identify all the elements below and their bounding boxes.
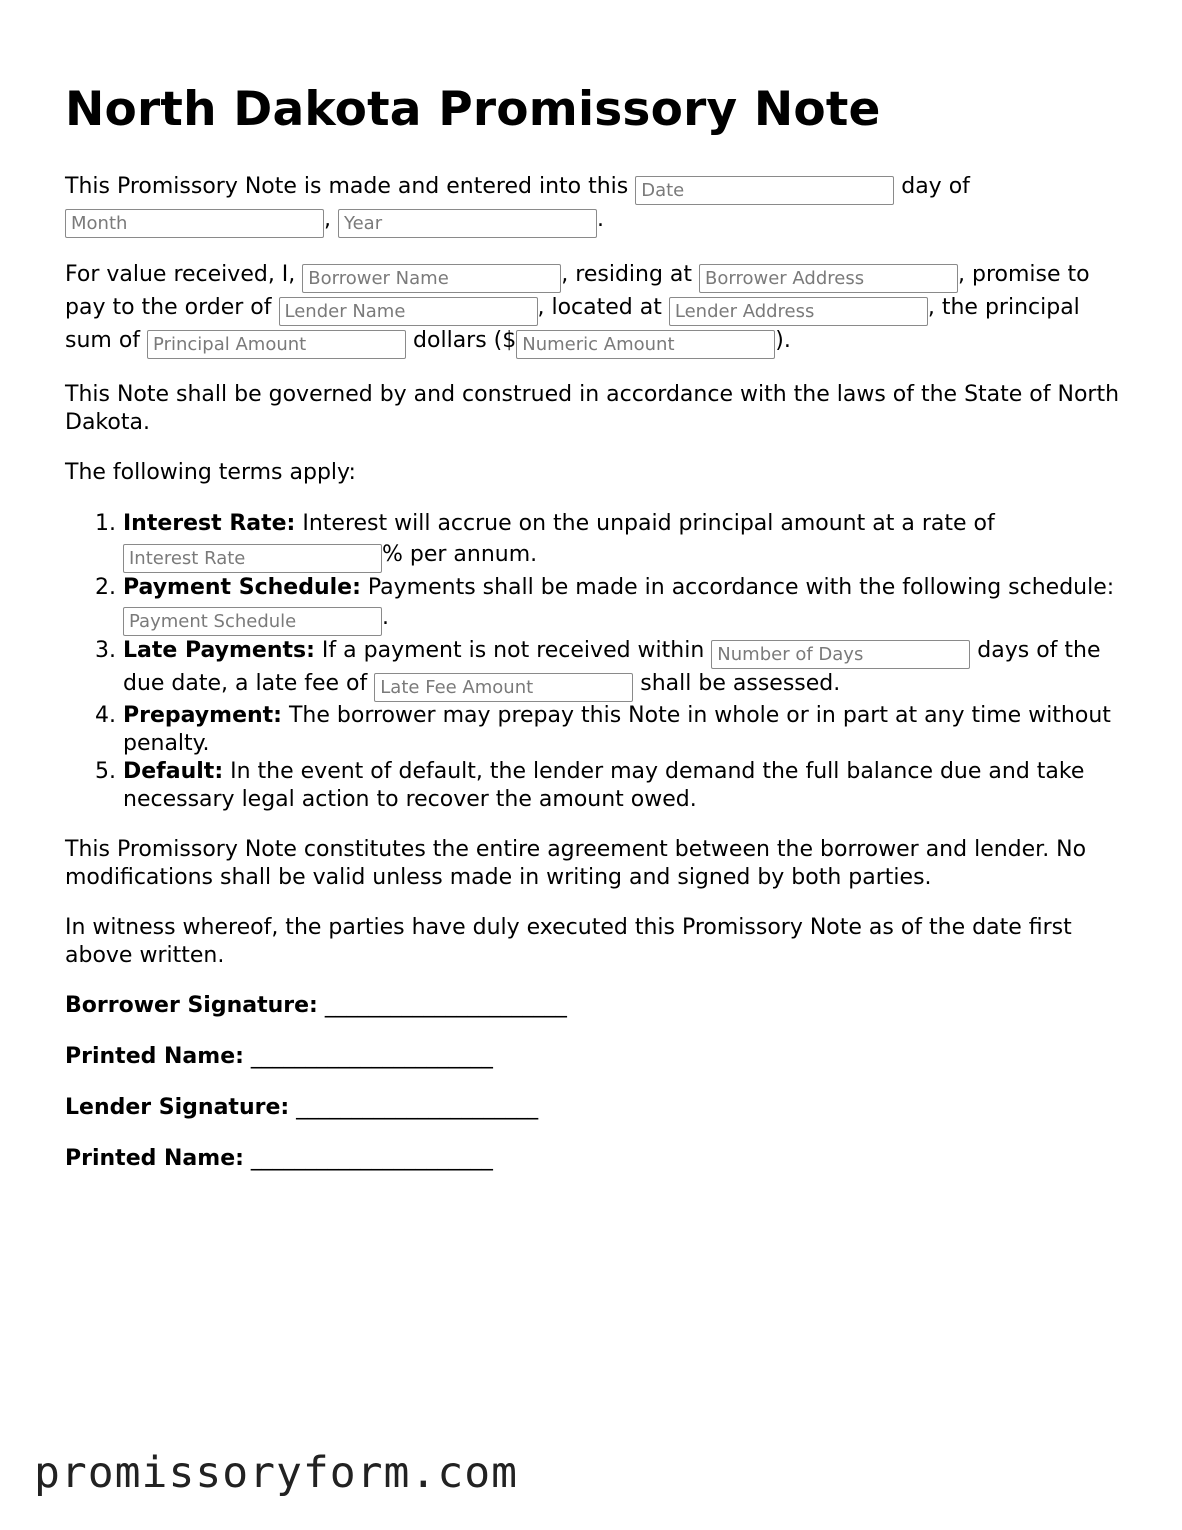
intro-text-1: This Promissory Note is made and entered into this [65,174,629,199]
term-label: Default: [123,759,224,784]
signature-blank: ______________________ [324,993,567,1018]
parties-text-2: , residing at [561,262,693,287]
borrower-printed-name-line [65,1043,1125,1071]
term-text: In the event of default, the lender may demand the full balance due and take necessary legal action to recover the amount owed. [123,759,1085,812]
site-watermark: promissoryform.com [34,1448,518,1498]
terms-intro: The following terms apply: [65,460,356,485]
lender-name-input[interactable] [279,297,538,326]
lender-signature-line [65,1094,1125,1122]
parties-text-1: For value received, I, [65,262,296,287]
term-prepayment [123,702,1125,758]
term-label: Prepayment: [123,703,282,728]
intro-paragraph [65,172,1125,238]
parties-text-3: , promise to pay to the order of [65,262,1090,320]
term-default [123,758,1125,814]
signature-blank: ______________________ [296,1095,539,1120]
borrower-name-input[interactable] [302,264,561,293]
term-text: Payments shall be made in accordance with the following schedule: [367,574,1115,600]
term-text: . [382,605,389,630]
year-input[interactable] [338,209,597,238]
lender-printed-name-line [65,1145,1125,1173]
lender-printed-name-label: Printed Name: [65,1146,244,1171]
borrower-signature-label: Borrower Signature: [65,993,318,1018]
parties-text-4: , located at [537,295,662,320]
term-label: Interest Rate: [123,511,296,536]
term-text: days of the due date, a late fee of [123,638,1101,696]
entire-agreement-paragraph: This Promissory Note constitutes the entire agreement between the borrower and lender. No modifications shall be valid unless made in writing and signed by both parties. [65,837,1087,890]
parties-text-5: , the principal sum of [65,295,1080,353]
numeric-amount-input[interactable] [516,330,775,359]
term-label: Payment Schedule: [123,574,361,600]
term-interest-rate [123,509,1125,573]
principal-amount-input[interactable] [147,330,406,359]
borrower-signature-line [65,992,1125,1020]
signature-blank: ______________________ [250,1044,493,1069]
parties-paragraph [65,260,1125,359]
date-input[interactable] [635,176,894,205]
document [65,78,1125,1196]
witness-paragraph: In witness whereof, the parties have duly executed this Promissory Note as of the date first above written. [65,915,1072,968]
number-of-days-input[interactable] [711,640,970,669]
intro-text-4: . [597,207,604,232]
intro-text-2: day of [901,174,970,199]
governing-law-paragraph: This Note shall be governed by and construed in accordance with the laws of the State of North Dakota. [65,382,1120,435]
intro-text-3: , [324,207,331,232]
borrower-printed-name-label: Printed Name: [65,1044,244,1069]
term-late-payments [123,636,1125,702]
month-input[interactable] [65,209,324,238]
payment-schedule-input[interactable] [123,607,382,636]
term-text: The borrower may prepay this Note in whole or in part at any time without penalty. [123,703,1111,756]
lender-signature-label: Lender Signature: [65,1095,290,1120]
term-text: % per annum. [382,541,538,567]
signature-blank: ______________________ [250,1146,493,1171]
late-fee-amount-input[interactable] [374,673,633,702]
interest-rate-input[interactable] [123,544,382,573]
term-text: If a payment is not received within [321,638,705,663]
term-text: shall be assessed. [640,671,841,696]
term-label: Late Payments: [123,638,315,663]
terms-list [65,509,1125,814]
borrower-address-input[interactable] [699,264,958,293]
parties-text-6: dollars ($ [413,328,517,353]
term-text: Interest will accrue on the unpaid principal amount at a rate of [302,511,995,536]
parties-text-7: ). [775,328,791,353]
lender-address-input[interactable] [669,297,928,326]
term-payment-schedule [123,573,1125,637]
page-title: North Dakota Promissory Note [65,82,881,137]
